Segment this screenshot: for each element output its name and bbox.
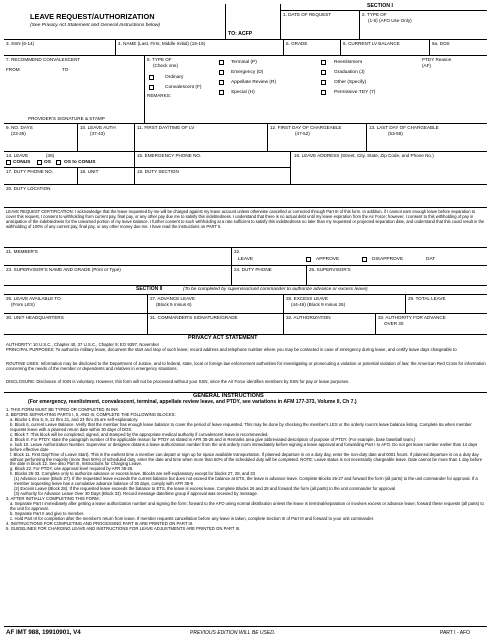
instruction-line: c. Block 7. This block will be completed, signed, and stamped by the appropriate medical authority if convalescent leave is recommended.	[10, 431, 269, 437]
terminal-checkbox[interactable]	[219, 60, 224, 65]
appellate-review-label: Appellate Review (R)	[231, 80, 277, 85]
instruction-line: d. Block 8. For PTDY, state the paragraph number of the applicable reason for PTDY as stated in AFR 35-26 and in Remarks area give abbreviated description of purpose of PTDY. (For example, base baseball team.)	[10, 436, 416, 442]
check-one-label: (Check one)	[153, 63, 179, 68]
ssn-field[interactable]	[6, 47, 111, 54]
remarks-label: REMARKS:	[147, 93, 171, 98]
form-title: LEAVE REQUEST/AUTHORIZATION	[30, 12, 155, 21]
privacy-disclosure: DISCLOSURE: Disclosure of SSN is voluntary. However, this form will not be processed without your SSN, since the Air Force identifies members by SSN for pay or leave purposes.	[6, 379, 350, 384]
excess-leave-label: 28. EXCESS LEAVE	[286, 296, 329, 301]
ptdy-af-label: (AF)	[422, 63, 431, 68]
instruction-line: (2) Excess Leave (Block 28). If the requested leave exceeds the balance to ETS, the leave is excess leave. Complete Blocks 26 and 28 and forward the form (all parts) to the unit commander for approval	[14, 486, 396, 492]
os-to-conus-label: OS to CONUS	[64, 160, 96, 165]
privacy-routine-uses: ROUTINE USES: Information may be disclosed to the Department of Justice, and to federal, state, local or foreign law enforcement authorities for investigating or prosecuting a violation or potential violation of law; the American Red Cross for information concerning the needs of the member or dependents and relatives in emergency situations.	[6, 361, 486, 371]
previous-edition-note: PREVIOUS EDITION WILL BE USED.	[190, 630, 276, 636]
emergency-checkbox[interactable]	[219, 70, 224, 75]
reenlistment-label: Reenlistment	[334, 60, 362, 65]
last-chargeable-label: 13. LAST DAY OF CHARGEABLE	[369, 125, 439, 130]
advance-leave-formula: (Block 9 minus 6)	[156, 302, 192, 307]
leave-auth-cols: (37-43)	[90, 131, 105, 136]
to-label: TO: ACFP	[228, 31, 253, 37]
from-label: FROM	[6, 67, 20, 72]
form-number: AF IMT 988, 19910901, V4	[6, 629, 81, 636]
instruction-line: (1) Advance Leave (Block 27). If the requested leave exceeds the current balance but does not exceed the balance at ETS, the leave is advance leave. Complete Blocks 26-27 and forward the form (all parts) to the unit commander for approval. If a member requesting leave has a cumulative advance balance of 30 days, comply with AFR 35-9	[14, 476, 478, 487]
dos-field[interactable]	[432, 47, 482, 54]
section1-title: SECTION I	[367, 3, 393, 9]
instruction-line: e. lock 10. Leave Authorization Number. Supervisor or designee obtains a leave authorization number from the unit orderly room immediately before signing a leave approval and forwarding Part I to AFO. Do not get leave number earlier than 14 days before effective date	[10, 441, 478, 452]
supervisor-signature-label: 25. SUPERVISOR'S	[309, 267, 351, 272]
appellate-review-checkbox[interactable]	[219, 80, 224, 85]
leave-request-certification: LEAVE REQUEST CERTIFICATION: I acknowledge that the leave requested by me will be charged against my leave account unless otherwise cancelled or corrected through Part III of this form. In addition, if I cannot earn enough leave before separation to cover this request, I consent to withholding from current pay, final pay, or any other pay due me to satisfy this indebtedness. I understand that there is no actual debt until my leave expiration from the Air Force; however, I consent to this withholding of pay in anticipation of the indebtedness for the unearned portion of my leave balance. I further consent to such withholding at a rate sufficient to satisfy this indebtedness no later than my requested or projected separation date, and understand that this could result in the withholding of 100% of any current pay, final pay, or any other money due me. I have read the instructions on PART II.	[6, 209, 485, 229]
instructions-subtitle: (For emergency, reenlistment, convalescent, terminal, appellate review leave, and PTDY, see variations in AFM 177-373, Volume II, Ch 7.)	[28, 399, 357, 405]
ptdy-reason-label: PTDY Reason	[422, 57, 452, 62]
type-of-leave-label: 8. TYPE OF	[147, 57, 172, 62]
grade-label: 5. GRADE	[286, 41, 308, 46]
instruction-line: h. Blocks 26-33. Complete only to authorize advance or excess leave. Blocks are self-explanatory except for blocks 27, 28, and 33	[10, 471, 255, 477]
instruction-line: 4. INSTRUCTIONS FOR COMPLETING AND PROCESSING PART III ARE PRINTED ON PART III.	[6, 520, 194, 526]
last-chargeable-cols: (53-58)	[388, 131, 403, 136]
excess-leave-formula: (44-46) (Block 9 minus 26)	[291, 302, 346, 307]
authority-over-30-label: OVER 30	[384, 321, 404, 326]
duty-phone-label: 17. DUTY PHONE NO.	[6, 169, 54, 174]
leave-location-label: 14. LEAVE	[6, 153, 29, 158]
permissive-tdy-label: Permissive TDY (7)	[334, 90, 376, 95]
approve-label: APPROVE	[316, 257, 340, 262]
authority-advance-label: 33. AUTHORITY FOR ADVANCE	[378, 315, 446, 320]
approve-checkbox[interactable]	[306, 257, 311, 262]
first-day-time-label: 11. FIRST DAY/TIME OF LV	[137, 125, 195, 130]
ordinary-label: Ordinary	[165, 75, 184, 80]
disapprove-checkbox[interactable]	[362, 257, 367, 262]
provider-signature-label: PROVIDER'S SIGNATURE & STAMP	[28, 116, 105, 121]
ordinary-checkbox[interactable]	[149, 75, 154, 80]
leave-auth-label: 10. LEAVE AUTH	[80, 125, 116, 130]
instruction-line: b. Separate Part II and give to member.	[10, 511, 85, 517]
block-22-label: 22.	[234, 249, 241, 254]
dos-label: 6a. DOS	[432, 41, 450, 46]
instruction-line: 5. GUIDELINES FOR CHARGING LEAVE AND INSTRUCTIONS FOR LEAVE ADJUSTMENTS ARE PRINTED ON PART III.	[6, 525, 241, 531]
duty-section-label: 19. DUTY SECTION	[137, 169, 179, 174]
permissive-tdy-checkbox[interactable]	[321, 90, 326, 95]
instruction-line: f. Block 11. First Day/Time of Leave Start). This is the earliest time a member can depart or sign up for space available transportation. If planned departure is on a duty day, enter the non-duty date and 0001 hours. If planned departure is on a duty day without performing the majority (more than 50%) of scheduled duty, enter the date and time when more than 50% of the scheduled duty will be completed. NOTE: Leave status is not necessarily chargeable leave. Date cannot be more than 1 day before the date in block 12. See also Part III, Instructions for Charging Leave.	[10, 451, 483, 467]
unit-label: 18. UNIT	[80, 169, 99, 174]
section2-desc: (To be completed by supervisor/unit commander to authorize advance or excess leave)	[183, 287, 368, 292]
first-chargeable-label: 12. FIRST DAY OF CHARGEABLE	[270, 125, 342, 130]
graduation-checkbox[interactable]	[321, 70, 326, 75]
first-chargeable-cols: (47-52)	[295, 131, 310, 136]
disapprove-label: DISAPPROVE	[372, 257, 404, 262]
advance-leave-label: 27. ADVANCE LEAVE	[150, 296, 196, 301]
recommend-convalescent-label: 7. RECOMMEND CONVALESCENT	[6, 57, 81, 62]
commander-signature-label: 31. COMMANDER'S SIGNATURE/GRADE	[150, 315, 238, 320]
instruction-line: g. Block 22. For PTDY, use approval level required by AFR 35-26.	[10, 466, 134, 472]
instruction-line: c. Hold Part III for completion after the member's return from leave. If member requests cancellation before any leave is taken, complete Section III of Part III and forward to your unit commander.	[10, 515, 375, 521]
conus-checkbox[interactable]	[6, 160, 11, 165]
special-checkbox[interactable]	[219, 90, 224, 95]
leave-available-source: (From LES)	[11, 302, 35, 307]
privacy-title: PRIVACY ACT STATEMENT	[188, 335, 258, 341]
date-of-request-label: 1. DATE OF REQUEST	[283, 12, 332, 17]
instructions-list	[6, 408, 488, 532]
terminal-label: Terminal (P)	[231, 60, 257, 65]
instruction-line: a. Separate Part I immediately after getting a leave authorization number and signing the form; forward to the AFO using normal distribution unless the leave is terminal/separation or involves excess or advance leave; forward these requests (all parts) to the unit for approval.	[10, 501, 484, 512]
name-field[interactable]	[118, 47, 278, 54]
leave-available-label: 26. LEAVE AVAILABLE TO	[6, 296, 61, 301]
to-date-label: TO	[62, 67, 69, 72]
other-checkbox[interactable]	[321, 80, 326, 85]
other-label: Other (Specify)	[334, 80, 367, 85]
convalescent-label: Convalescent (F)	[165, 85, 202, 90]
afo-use-label: (1-5) (AFO Use Only)	[368, 18, 412, 23]
instruction-line: 1. THIS FORM MUST BE TYPED OR COMPLETED IN INK	[6, 407, 119, 412]
no-days-label: 9. NO. DAYS	[6, 125, 33, 130]
duty-phone-24-label: 24. DUTY PHONE	[234, 267, 272, 272]
supervisor-name-label: 23. SUPERVISOR'S NAME AND GRADE (Print or Type)	[6, 267, 121, 272]
name-label: 4. NAME (Last, First, Middle Initial) (15-19)	[118, 41, 206, 46]
dat-label: DAT	[426, 257, 436, 262]
privacy-purpose: PRINCIPAL PURPOSES: To authorize military leave, document the start and stop of such leave; record address and telephone number where you may be contacted in case of emergency during leave, and certify leave days chargeable to	[6, 347, 457, 352]
convalescent-checkbox[interactable]	[149, 85, 154, 90]
section2-title: SECTION II	[136, 286, 163, 292]
leave-address-label: 16. LEAVE ADDRESS (Street, City, State, Zip Code, and Phone No.)	[294, 153, 434, 158]
conus-label: CONUS	[13, 160, 31, 165]
duty-location-label: 20. DUTY LOCATION	[6, 186, 51, 191]
ssn-label: 3. SSN (6-14)	[6, 41, 35, 46]
special-label: Special (H)	[231, 90, 255, 95]
instruction-line: (3) Authority for Advance Leave Over 30 Days (Block 33). Record message date/time group if approval was received by message.	[14, 491, 259, 497]
graduation-label: Graduation (J)	[334, 70, 365, 75]
date-of-request-field[interactable]	[283, 20, 353, 36]
instruction-line: a. Blocks 1 thru 5, 9, 12 thru 21, and 23 thru 25 are self-explanatory.	[10, 416, 139, 422]
grade-field[interactable]	[286, 47, 336, 54]
form-subtitle: (See Privacy Act Statement and General Instructions below)	[30, 23, 161, 28]
type-of-label: 2. TYPE OF	[362, 12, 387, 17]
privacy-authority: AUTHORITY: 10 U.S.C., Chapter 40, 37 U.S.C., Chapter 9; EO 9397, November	[6, 342, 160, 347]
unit-headquarters-label: 30. UNIT HEADQUARTERS	[6, 315, 64, 320]
emergency-phone-label: 15. EMERGENCY PHONE NO.	[137, 153, 202, 158]
member-signature-label: 21. MEMBER'S	[6, 249, 38, 254]
os-checkbox[interactable]	[37, 160, 42, 165]
instruction-line: 2. BEFORE SEPARATING PARTS I, II, AND III, COMPLETE THE FOLLOWING BLOCKS:	[6, 411, 176, 417]
leave-balance-label: 6. CURRENT LV BALANCE	[343, 41, 400, 46]
leave-approval-label: LEAVE	[238, 257, 254, 262]
instructions-title: GENERAL INSTRUCTIONS	[193, 393, 264, 399]
os-label: OS	[44, 160, 51, 165]
instruction-line: b. Block 6, current Leave Balance. Verify that the member has enough leave balance to cover the period of leave requested. This may be done by checking the member's LES or the orderly room's leave balance listing. Complete 6a when member requests leave with a planned return date within 30 days of DOS.	[10, 421, 472, 432]
instruction-line: 3. AFTER INITIALLY COMPLETING THIS FORM:	[6, 496, 100, 502]
emergency-label: Emergency (D)	[231, 70, 264, 75]
total-leave-label: 29. TOTAL LEAVE	[408, 296, 446, 301]
authorization-label: 32. AUTHORIZATION	[286, 315, 331, 320]
no-days-cols: (23-35)	[11, 131, 26, 136]
os-to-conus-checkbox[interactable]	[56, 160, 61, 165]
part-label: PART I - AFO	[440, 630, 471, 636]
leave-balance-field[interactable]	[343, 47, 425, 54]
reenlistment-checkbox[interactable]	[321, 60, 326, 65]
leave-location-col: (36)	[46, 153, 55, 158]
